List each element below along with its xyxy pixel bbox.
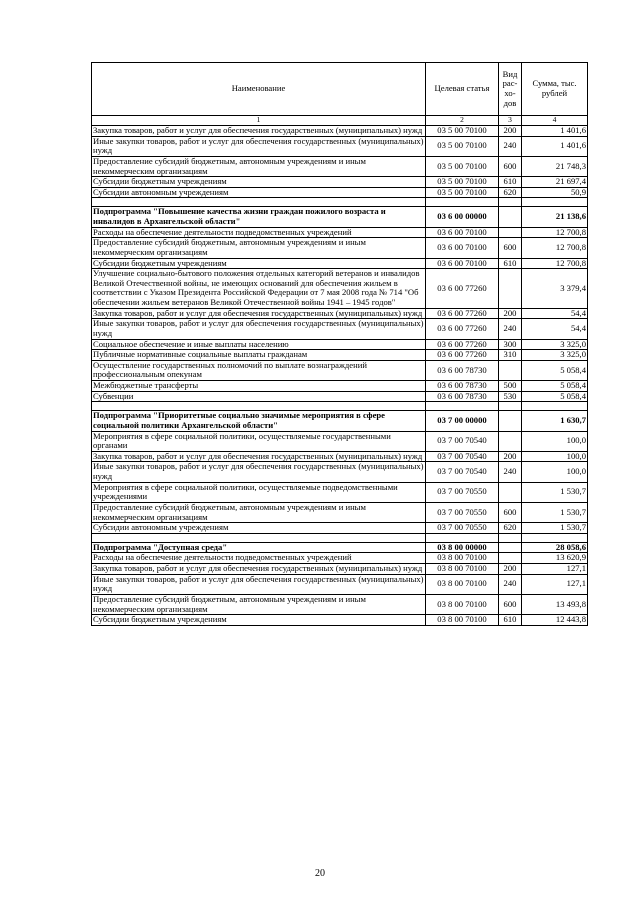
row-name: Социальное обеспечение и иные выплаты населению [92, 339, 426, 350]
table-row [92, 339, 588, 350]
column-number-row [92, 116, 588, 126]
table-row [92, 360, 588, 380]
row-sum: 12 700,8 [522, 227, 588, 238]
row-target-article: 03 8 00 70100 [426, 564, 499, 575]
row-expense-type: 240 [499, 319, 522, 339]
row-target-article: 03 8 00 70100 [426, 553, 499, 564]
row-expense-type: 500 [499, 381, 522, 392]
spacer-cell [426, 402, 499, 411]
row-name: Межбюджетные трансферты [92, 381, 426, 392]
row-sum: 100,0 [522, 431, 588, 451]
row-name: Иные закупки товаров, работ и услуг для обеспечения государственных (муниципальных) нужд [93, 318, 424, 338]
row-expense-type: 610 [499, 258, 522, 269]
row-name: Подпрограмма "Доступная среда" [92, 542, 426, 553]
row-sum: 127,1 [522, 574, 588, 594]
row-target-article: 03 5 00 70100 [426, 156, 499, 176]
row-name: Субсидии бюджетным учреждениям [92, 258, 426, 269]
row-name: Мероприятия в сфере социальной политики, осуществляемые подведомственными учреждениями [92, 482, 426, 502]
spacer-row [92, 533, 588, 542]
header-name: Наименование [92, 63, 426, 116]
row-target-article: 03 7 00 70540 [426, 431, 499, 451]
row-target-article: 03 7 00 70550 [426, 523, 499, 534]
row-sum: 3 325,0 [522, 350, 588, 361]
row-expense-type: 240 [499, 462, 522, 482]
row-target-article: 03 6 00 77260 [426, 308, 499, 319]
row-target-article: 03 6 00 78730 [426, 360, 499, 380]
table-row [92, 258, 588, 269]
row-name: Мероприятия в сфере социальной политики, осуществляемые государственными органами [92, 431, 426, 451]
row-sum: 54,4 [522, 308, 588, 319]
row-expense-type [499, 227, 522, 238]
row-name: Предоставление субсидий бюджетным, автономным учреждениям и иным некоммерческим организациям [92, 594, 426, 614]
row-expense-type: 200 [499, 126, 522, 137]
page-number: 20 [315, 868, 325, 879]
table-row [92, 391, 588, 402]
row-expense-type: 620 [499, 187, 522, 198]
table-row [92, 381, 588, 392]
row-expense-type: 240 [499, 136, 522, 156]
table-row [92, 177, 588, 188]
row-target-article: 03 7 00 70550 [426, 502, 499, 522]
row-sum: 12 700,8 [522, 258, 588, 269]
header-target-article: Целевая статья [426, 63, 499, 116]
row-expense-type [499, 269, 522, 309]
table-row [92, 594, 588, 614]
row-sum: 1 401,6 [522, 136, 588, 156]
column-number: 2 [426, 116, 499, 126]
row-sum: 1 530,7 [522, 523, 588, 534]
row-target-article: 03 6 00 78730 [426, 381, 499, 392]
column-number: 4 [522, 116, 588, 126]
row-name: Закупка товаров, работ и услуг для обеспечения государственных (муниципальных) нужд [92, 451, 426, 462]
table-row [92, 269, 588, 309]
subprogram-row [92, 207, 588, 227]
row-name: Субсидии бюджетным учреждениям [92, 177, 426, 188]
row-name: Субсидии бюджетным учреждениям [92, 615, 426, 626]
subprogram-row [92, 411, 588, 431]
row-target-article: 03 8 00 70100 [426, 615, 499, 626]
row-name: Расходы на обеспечение деятельности подведомственных учреждений [92, 227, 426, 238]
spacer-cell [426, 198, 499, 207]
row-expense-type: 200 [499, 564, 522, 575]
row-expense-type: 610 [499, 177, 522, 188]
table-row [92, 319, 588, 339]
row-target-article: 03 5 00 70100 [426, 187, 499, 198]
row-name: Предоставление субсидий бюджетным, автономным учреждениям и иным некоммерческим организациям [92, 238, 426, 258]
row-expense-type [499, 207, 522, 227]
row-sum: 1 530,7 [522, 502, 588, 522]
row-sum: 5 058,4 [522, 391, 588, 402]
row-name: Иные закупки товаров, работ и услуг для обеспечения государственных (муниципальных) нужд [93, 574, 424, 594]
table-row [92, 523, 588, 534]
row-sum: 1 630,7 [522, 411, 588, 431]
row-name: Закупка товаров, работ и услуг для обеспечения государственных (муниципальных) нужд [92, 126, 426, 137]
row-sum: 54,4 [522, 319, 588, 339]
table-row [92, 451, 588, 462]
row-target-article: 03 5 00 70100 [426, 126, 499, 137]
table-row [92, 308, 588, 319]
row-expense-type [499, 542, 522, 553]
row-target-article: 03 6 00 78730 [426, 391, 499, 402]
row-target-article: 03 8 00 70100 [426, 594, 499, 614]
row-expense-type: 600 [499, 502, 522, 522]
spacer-cell [522, 533, 588, 542]
row-target-article: 03 7 00 00000 [426, 411, 499, 431]
row-expense-type: 620 [499, 523, 522, 534]
row-target-article: 03 6 00 00000 [426, 207, 499, 227]
row-name: Субсидии автономным учреждениям [92, 523, 426, 534]
row-name: Осуществление государственных полномочий по выплате вознаграждений профессиональным опекунам [92, 360, 426, 380]
row-expense-type [499, 431, 522, 451]
row-expense-type: 600 [499, 238, 522, 258]
spacer-cell [522, 198, 588, 207]
row-expense-type: 240 [499, 574, 522, 594]
row-sum: 12 443,8 [522, 615, 588, 626]
row-target-article: 03 6 00 77260 [426, 350, 499, 361]
table-row [92, 431, 588, 451]
row-sum: 3 325,0 [522, 339, 588, 350]
spacer-cell [92, 402, 426, 411]
row-expense-type: 200 [499, 308, 522, 319]
row-name: Иные закупки товаров, работ и услуг для обеспечения государственных (муниципальных) нужд [93, 461, 424, 481]
table-row [92, 238, 588, 258]
row-name: Закупка товаров, работ и услуг для обеспечения государственных (муниципальных) нужд [92, 564, 426, 575]
row-expense-type: 310 [499, 350, 522, 361]
row-expense-type: 600 [499, 156, 522, 176]
row-sum: 13 493,8 [522, 594, 588, 614]
spacer-cell [499, 533, 522, 542]
row-name: Закупка товаров, работ и услуг для обеспечения государственных (муниципальных) нужд [92, 308, 426, 319]
table-row [92, 553, 588, 564]
table-row [92, 136, 588, 156]
table-row [92, 227, 588, 238]
row-target-article: 03 6 00 77260 [426, 269, 499, 309]
row-expense-type [499, 553, 522, 564]
row-expense-type: 610 [499, 615, 522, 626]
subprogram-row [92, 542, 588, 553]
row-expense-type [499, 360, 522, 380]
row-sum: 50,9 [522, 187, 588, 198]
row-name: Публичные нормативные социальные выплаты гражданам [92, 350, 426, 361]
header-expense-type: Вид рас-хо-дов [499, 63, 522, 116]
row-target-article: 03 6 00 70100 [426, 258, 499, 269]
row-target-article: 03 8 00 70100 [426, 574, 499, 594]
table-row [92, 187, 588, 198]
row-sum: 5 058,4 [522, 360, 588, 380]
table-row [92, 482, 588, 502]
table-row [92, 564, 588, 575]
row-sum: 5 058,4 [522, 381, 588, 392]
row-target-article: 03 7 00 70540 [426, 462, 499, 482]
row-sum: 12 700,8 [522, 238, 588, 258]
table-row [92, 156, 588, 176]
row-target-article: 03 7 00 70550 [426, 482, 499, 502]
row-expense-type: 200 [499, 451, 522, 462]
spacer-cell [92, 533, 426, 542]
row-target-article: 03 6 00 70100 [426, 238, 499, 258]
row-target-article: 03 7 00 70540 [426, 451, 499, 462]
row-name: Предоставление субсидий бюджетным, автономным учреждениям и иным некоммерческим организациям [92, 156, 426, 176]
column-number: 3 [499, 116, 522, 126]
row-target-article: 03 8 00 00000 [426, 542, 499, 553]
row-sum: 13 620,9 [522, 553, 588, 564]
row-name: Субвенции [92, 391, 426, 402]
spacer-cell [426, 533, 499, 542]
table-row [92, 574, 588, 594]
table-body [92, 126, 588, 626]
row-sum: 100,0 [522, 462, 588, 482]
budget-table [91, 62, 588, 626]
row-sum: 28 058,6 [522, 542, 588, 553]
table-row [92, 615, 588, 626]
table-row [92, 126, 588, 137]
row-sum: 21 748,3 [522, 156, 588, 176]
row-sum: 100,0 [522, 451, 588, 462]
row-target-article: 03 6 00 70100 [426, 227, 499, 238]
column-number: 1 [92, 116, 426, 126]
table-row [92, 350, 588, 361]
row-sum: 3 379,4 [522, 269, 588, 309]
row-target-article: 03 5 00 70100 [426, 136, 499, 156]
row-expense-type [499, 411, 522, 431]
row-name: Иные закупки товаров, работ и услуг для обеспечения государственных (муниципальных) нужд [93, 136, 424, 156]
table-header-row [92, 63, 588, 116]
row-name: Расходы на обеспечение деятельности подведомственных учреждений [92, 553, 426, 564]
row-target-article: 03 6 00 77260 [426, 339, 499, 350]
row-sum: 1 530,7 [522, 482, 588, 502]
row-expense-type: 600 [499, 594, 522, 614]
spacer-cell [92, 198, 426, 207]
row-name: Предоставление субсидий бюджетным, автономным учреждениям и иным некоммерческим организациям [92, 502, 426, 522]
table-row [92, 502, 588, 522]
row-name: Улучшение социально-бытового положения отдельных категорий ветеранов и инвалидов Великой Отечественной войны, не имеющих оснований для обеспечения жильем в соответствии с Указом Президента Российской Федерации от 7 мая 2008 года № 714 "Об обеспечении жильем ветеранов Великой Отечественной войны 1941 – 1945 годов" [92, 269, 426, 309]
row-sum: 21 697,4 [522, 177, 588, 188]
row-sum: 127,1 [522, 564, 588, 575]
spacer-cell [499, 198, 522, 207]
row-target-article: 03 5 00 70100 [426, 177, 499, 188]
spacer-row [92, 402, 588, 411]
row-expense-type [499, 482, 522, 502]
row-expense-type: 300 [499, 339, 522, 350]
row-sum: 1 401,6 [522, 126, 588, 137]
row-sum: 21 138,6 [522, 207, 588, 227]
row-name: Подпрограмма "Повышение качества жизни граждан пожилого возраста и инвалидов в Архангельской области" [92, 207, 426, 227]
row-name: Субсидии автономным учреждениям [92, 187, 426, 198]
row-target-article: 03 6 00 77260 [426, 319, 499, 339]
spacer-cell [522, 402, 588, 411]
row-name: Подпрограмма "Приоритетные социально значимые мероприятия в сфере социальной политики Архангельской области" [92, 411, 426, 431]
table-row [92, 462, 588, 482]
spacer-cell [499, 402, 522, 411]
row-expense-type: 530 [499, 391, 522, 402]
spacer-row [92, 198, 588, 207]
header-sum: Сумма, тыс. рублей [522, 63, 588, 116]
